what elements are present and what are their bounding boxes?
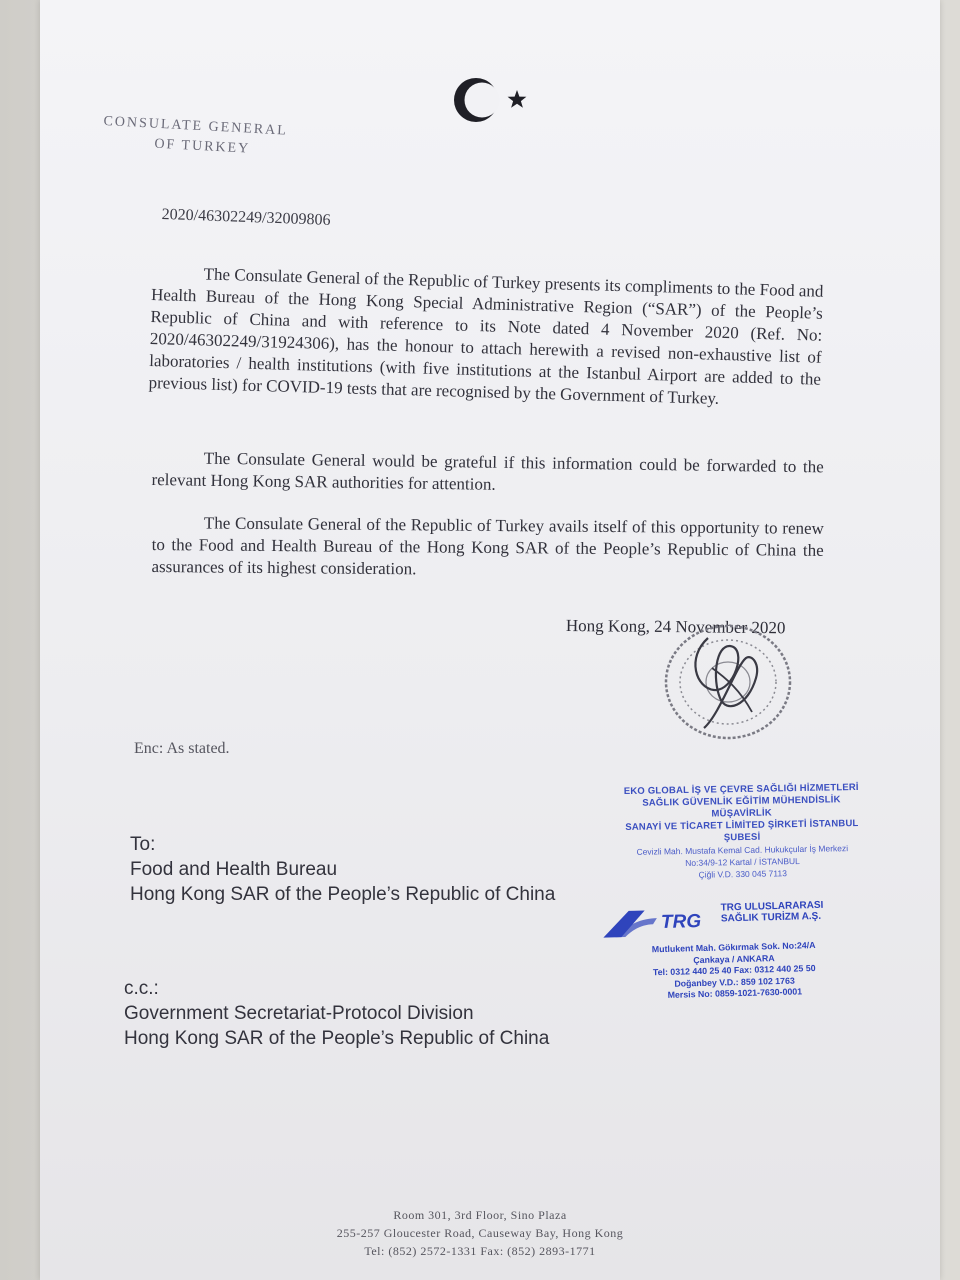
recipient-block xyxy=(130,832,555,907)
trg-name-line-1: TRG ULUSLARARASI xyxy=(720,899,824,914)
cc-line-1: Government Secretariat-Protocol Division xyxy=(124,1003,474,1024)
recipient-line-2: Hong Kong SAR of the People’s Republic of China xyxy=(130,884,556,905)
paragraph-3 xyxy=(151,512,824,584)
letterhead-line-1: CONSULATE GENERAL xyxy=(103,113,289,139)
trg-stamp xyxy=(599,898,882,1021)
trg-line-1: Mutlukent Mah. Gökırmak Sok. No:24/A xyxy=(651,940,816,955)
eko-global-stamp xyxy=(611,782,873,883)
eko-stamp-line-4: Cevizli Mah. Mustafa Kemal Cad. Hukukçular İş Merkezi xyxy=(636,843,849,857)
eko-stamp-line-5: No:34/9-12 Kartal / İSTANBUL xyxy=(685,855,800,868)
enclosure-note: Enc: As stated. xyxy=(134,740,230,757)
footer-line-3: Tel: (852) 2572-1331 Fax: (852) 2893-1771 xyxy=(364,1244,596,1258)
eko-stamp-line-1: EKO GLOBAL İŞ VE ÇEVRE SAĞLIĞI HİZMETLERİ xyxy=(623,781,859,798)
footer-address xyxy=(280,1206,680,1260)
paragraph-3-text: The Consulate General of the Republic of Turkey avails itself of this opportunity to renew to the Food and Health Bureau of the Hong Kong SAR of the People’s Republic of China the assurances of its highest consideration. xyxy=(151,513,824,579)
footer-line-2: 255-257 Gloucester Road, Causeway Bay, Hong Kong xyxy=(336,1226,624,1240)
footer-line-1: Room 301, 3rd Floor, Sino Plaza xyxy=(393,1208,567,1222)
paragraph-2-text: The Consulate General would be grateful if this information could be forwarded to the relevant Hong Kong SAR authorities for attention. xyxy=(151,448,824,494)
paragraph-1 xyxy=(148,262,823,413)
eko-stamp-line-2: SAĞLIK GÜVENLİK EĞİTİM MÜHENDİSLİK MÜŞAVİRLİK xyxy=(642,794,841,820)
trg-line-4: Doğanbey V.D.: 859 102 1763 xyxy=(674,975,795,989)
official-seal-signature xyxy=(656,618,806,748)
trg-name-line-2: SAĞLIK TURİZM A.Ş. xyxy=(720,910,822,925)
trg-line-5: Mersis No: 0859-1021-7630-0001 xyxy=(667,986,803,1000)
trg-logo-text: TRG xyxy=(660,911,702,934)
trg-company-name xyxy=(720,899,871,925)
cc-block xyxy=(124,976,549,1051)
trg-line-2: Çankaya / ANKARA xyxy=(693,952,775,965)
paragraph-2 xyxy=(151,447,824,500)
dateline: Hong Kong, 24 November 2020 xyxy=(565,616,786,638)
cc-label: c.c.: xyxy=(124,978,159,999)
cc-line-2: Hong Kong SAR of the People’s Republic of China xyxy=(124,1028,550,1049)
recipient-line-1: Food and Health Bureau xyxy=(130,859,338,880)
eko-stamp-line-3: SANAYİ VE TİCARET LİMİTED ŞİRKETİ İSTANBUL ŞUBESİ xyxy=(625,817,859,844)
recipient-label: To: xyxy=(130,834,156,855)
eko-stamp-line-6: Çiğli V.D. 330 045 7113 xyxy=(698,868,788,880)
paragraph-1-text: The Consulate General of the Republic of Turkey presents its compliments to the Food and Health Bureau of the Hong Kong Special Administrative Region (“SAR”) of the People’s Republic of China and with reference to its Note dated 4 November 2020 (Ref. No: 2020/46302249/31924306), has the honour to attach herewith a revised non-exhaustive list of laboratories / health institutions (with five institutions at the Istanbul Airport are added to the previous list) for COVID-19 tests that are recognised by the Government of Turkey. xyxy=(148,264,824,408)
crescent-star-emblem-icon xyxy=(448,72,538,132)
trg-address xyxy=(614,939,855,1003)
trg-line-3: Tel: 0312 440 25 40 Fax: 0312 440 25 50 xyxy=(652,963,816,978)
trg-logo-icon xyxy=(599,903,720,942)
reference-number: 2020/46302249/32009806 xyxy=(161,206,331,229)
letterhead-line-2: OF TURKEY xyxy=(153,136,251,157)
